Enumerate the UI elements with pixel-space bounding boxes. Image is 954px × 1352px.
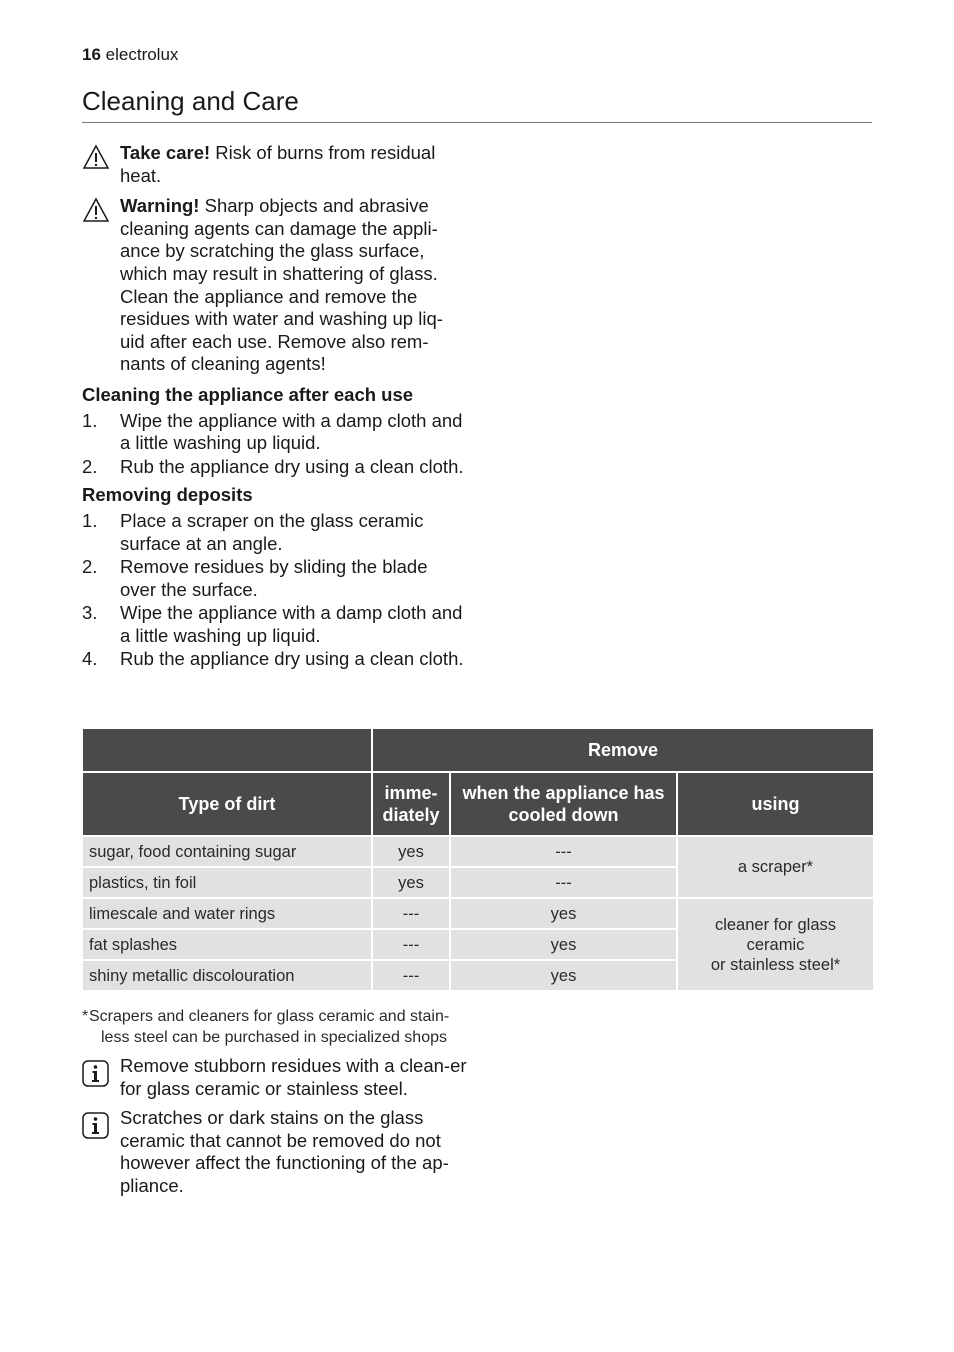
warning-notice xyxy=(82,195,467,376)
table-group-header-row xyxy=(83,729,873,771)
step-number: 4. xyxy=(82,648,98,670)
info-text: Remove stubborn residues with a clean-er for glass ceramic or stainless steel. xyxy=(120,1055,467,1099)
immediately-header xyxy=(373,773,449,835)
immediately-cell: yes xyxy=(373,837,449,866)
dirt-type-cell: sugar, food containing sugar xyxy=(83,837,371,866)
cooled-down-header xyxy=(451,773,676,835)
step-text: Place a scraper on the glass ceramic surface at an angle. xyxy=(120,509,424,554)
using-cell xyxy=(678,899,873,990)
using-line2: or stainless steel* xyxy=(710,955,841,974)
page-number: 16 xyxy=(82,45,101,64)
dirt-type-cell: fat splashes xyxy=(83,930,371,959)
using-cell: a scraper* xyxy=(678,837,873,897)
list-item xyxy=(82,556,467,601)
empty-header-cell xyxy=(83,729,371,771)
info-icon xyxy=(82,1112,109,1139)
after-use-steps xyxy=(82,410,467,479)
step-text: Rub the appliance dry using a clean cloth. xyxy=(120,455,464,477)
immediately-header-line2: diately xyxy=(382,805,440,825)
dirt-type-cell: shiny metallic discolouration xyxy=(83,961,371,990)
immediately-cell: --- xyxy=(373,961,449,990)
dirt-type-cell: limescale and water rings xyxy=(83,899,371,928)
step-number: 3. xyxy=(82,602,98,624)
notice-lead: Warning! xyxy=(120,195,200,217)
cooled-cell: yes xyxy=(451,961,676,990)
deposits-steps xyxy=(82,510,467,671)
step-number: 1. xyxy=(82,509,98,531)
notice-text: Risk of burns from residual heat. xyxy=(120,142,436,186)
table-row xyxy=(83,899,873,928)
cooled-header-line2: cooled down xyxy=(508,805,619,825)
using-header: using xyxy=(678,773,873,835)
info-text: Scratches or dark stains on the glass ceramic that cannot be removed do not however affect the functioning of the ap-pliance. xyxy=(120,1107,449,1196)
immediately-header-line1: imme- xyxy=(384,783,438,803)
using-line1: cleaner for glass ceramic xyxy=(714,915,837,954)
type-of-dirt-header: Type of dirt xyxy=(83,773,371,835)
table-footnote xyxy=(82,1007,472,1048)
take-care-notice xyxy=(82,142,467,187)
warning-triangle-icon xyxy=(82,144,110,170)
footnote-line2: less steel can be purchased in specialized shops xyxy=(101,1028,447,1046)
list-item xyxy=(82,456,467,479)
step-number: 1. xyxy=(82,409,98,431)
warning-triangle-icon xyxy=(82,197,110,223)
step-number: 2. xyxy=(82,556,98,578)
dirt-type-cell: plastics, tin foil xyxy=(83,868,371,897)
info-notes xyxy=(82,1055,467,1205)
cooled-cell: --- xyxy=(451,868,676,897)
page-header xyxy=(82,45,178,65)
info-icon xyxy=(82,1060,109,1087)
dirt-removal-table xyxy=(81,727,875,992)
notice-lead: Take care! xyxy=(120,142,211,163)
step-text: Remove residues by sliding the blade over the surface. xyxy=(120,556,428,600)
notice-text: Sharp objects and abrasive cleaning agents can damage the appli-ance by scratching the glass surface, which may result in shattering of glass. Clean the appliance and remove the residues with water and washing up liq-uid after each use. Remove also rem-nants of cleaning agents! xyxy=(120,195,443,375)
info-note xyxy=(82,1107,467,1197)
deposits-heading: Removing deposits xyxy=(82,484,253,506)
list-item xyxy=(82,410,467,455)
step-text: Wipe the appliance with a damp cloth and a little washing up liquid. xyxy=(120,602,463,646)
main-column xyxy=(82,142,467,677)
footnote-line1: Scrapers and cleaners for glass ceramic and stain- xyxy=(89,1008,450,1025)
step-text: Wipe the appliance with a damp cloth and a little washing up liquid. xyxy=(120,409,463,454)
cooled-header-line1: when the appliance has xyxy=(462,783,665,803)
list-item xyxy=(82,510,467,555)
section-title: Cleaning and Care xyxy=(82,86,872,123)
immediately-cell: --- xyxy=(373,930,449,959)
info-note xyxy=(82,1055,467,1100)
after-use-heading: Cleaning the appliance after each use xyxy=(82,383,414,405)
list-item xyxy=(82,602,467,647)
cooled-cell: yes xyxy=(451,899,676,928)
remove-header: Remove xyxy=(373,729,873,771)
footnote-marker: * xyxy=(82,1008,89,1025)
list-item xyxy=(82,648,467,671)
cooled-cell: yes xyxy=(451,930,676,959)
step-number: 2. xyxy=(82,455,98,477)
cooled-cell: --- xyxy=(451,837,676,866)
step-text: Rub the appliance dry using a clean cloth. xyxy=(120,648,464,670)
immediately-cell: yes xyxy=(373,868,449,897)
brand-name: electrolux xyxy=(105,45,179,64)
table-header-row xyxy=(83,773,873,835)
immediately-cell: --- xyxy=(373,899,449,928)
table-row xyxy=(83,837,873,866)
